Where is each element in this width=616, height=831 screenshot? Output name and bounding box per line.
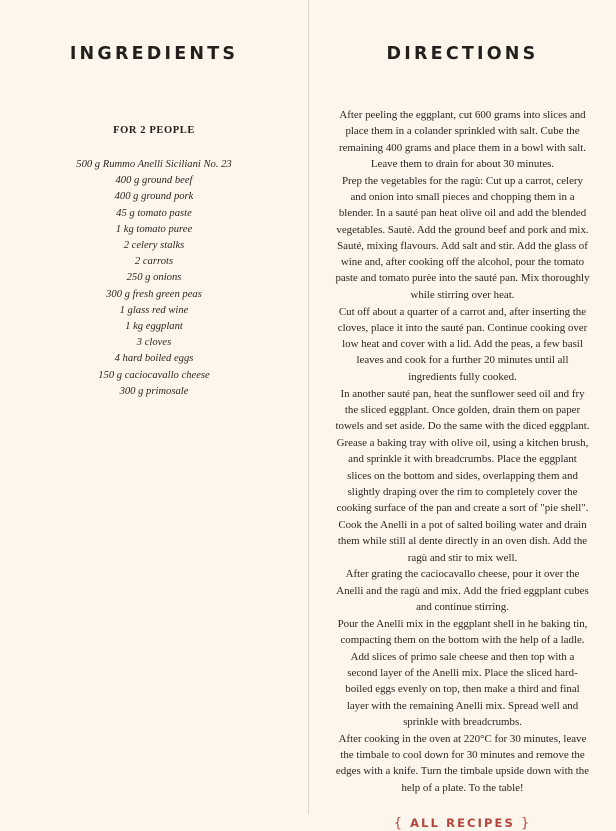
ingredients-column	[0, 0, 308, 814]
list-item: 4 hard boiled eggs	[114, 353, 194, 365]
list-item: 1 glass red wine	[119, 304, 189, 316]
direction-step: Pour the Anelli mix in the eggplant shell in he baking tin, compacting them on the bottom with the help of a ladle.	[337, 617, 588, 646]
list-item: 1 kg eggplant	[125, 321, 183, 333]
list-item: 250 g onions	[126, 272, 182, 284]
direction-step: Cut off about a quarter of a carrot and, after inserting the cloves, place it into the sauté pan. Continue cooking over low heat and cover with a lid. Add the peas, a few basil leaves and cook for a further 20 minutes until all ingredients fully cooked.	[337, 305, 588, 383]
list-item: 300 g fresh green peas	[106, 288, 202, 300]
list-item: 500 g Rummo Anelli Siciliani No. 23	[76, 159, 232, 170]
list-item: 300 g primosale	[119, 385, 189, 397]
direction-step: Add slices of primo sale cheese and then top with a second layer of the Anelli mix. Place the sliced hard-boiled eggs evenly on top, then make a third and final layer with the remaining Anelli mix. Spread well and sprinkle with breadcrumbs.	[345, 650, 580, 728]
direction-step: In another sauté pan, heat the sunflower seed oil and fry the sliced eggplant. Once golden, drain them on paper towels and set aside. Do the same with the diced eggplant.	[335, 387, 590, 433]
list-item: 400 g ground beef	[115, 175, 193, 187]
list-item: 2 celery stalks	[123, 240, 185, 252]
directions-title: DIRECTIONS	[386, 44, 539, 64]
list-item: 400 g ground pork	[114, 191, 194, 203]
ingredients-title: INGREDIENTS	[69, 44, 239, 64]
servings-label: FOR 2 PEOPLE	[113, 125, 195, 136]
list-item: 1 kg tomato puree	[115, 223, 193, 235]
direction-step: Prep the vegetables for the ragù: Cut up a carrot, celery and onion into small pieces and chopping them in a blender. In a sauté pan heat olive oil and add the blended vegetables. Sautè. Add the ground beef and pork and mix. Sauté, mixing flavours. Add salt and stir. Add the glass of wine and, after cooking off the alcohol, pour the tomato paste and tomato purèe into the sauté pan. Mix thoroughly while stirring over heat.	[335, 174, 590, 301]
directions-list	[335, 107, 590, 796]
all-recipes-link[interactable]	[335, 816, 590, 831]
direction-step: Cook the Anelli in a pot of salted boiling water and drain them while still al dente directly in an oven dish. Add the ragù and stir to mix well.	[337, 518, 588, 564]
list-item: 2 carrots	[134, 256, 174, 268]
list-item: 45 g tomato paste	[116, 207, 192, 219]
direction-step: After peeling the eggplant, cut 600 grams into slices and place them in a colander sprinkled with salt. Cube the remaining 400 grams and place them in a bowl with salt. Leave them to drain for about 30 minutes.	[338, 109, 587, 170]
direction-step: After grating the caciocavallo cheese, pour it over the Anelli and the ragù and mix. Add the fried eggplant cubes and continue stirring.	[336, 568, 589, 613]
direction-step: Grease a baking tray with olive oil, using a kitchen brush, and sprinkle it with breadcrumbs. Place the eggplant slices on the bottom and sides, overlapping them and slightly draping over the rim to completely cover the cooking surface of the pan and create a sort of "pie shell".	[336, 436, 589, 515]
direction-step: After cooking in the oven at 220°C for 30 minutes, leave the timbale to cool down for 30 minutes and remove the edges with a knife. Turn the timbale upside down with the help of a plate. To the table!	[335, 732, 590, 794]
right-brace: }	[520, 815, 532, 831]
directions-column	[308, 0, 616, 831]
list-item: 150 g caciocavallo cheese	[98, 369, 210, 381]
left-brace: {	[393, 815, 405, 831]
ingredients-list	[26, 157, 282, 400]
all-recipes-label: ALL RECIPES	[410, 815, 515, 830]
list-item: 3 cloves	[136, 337, 172, 349]
